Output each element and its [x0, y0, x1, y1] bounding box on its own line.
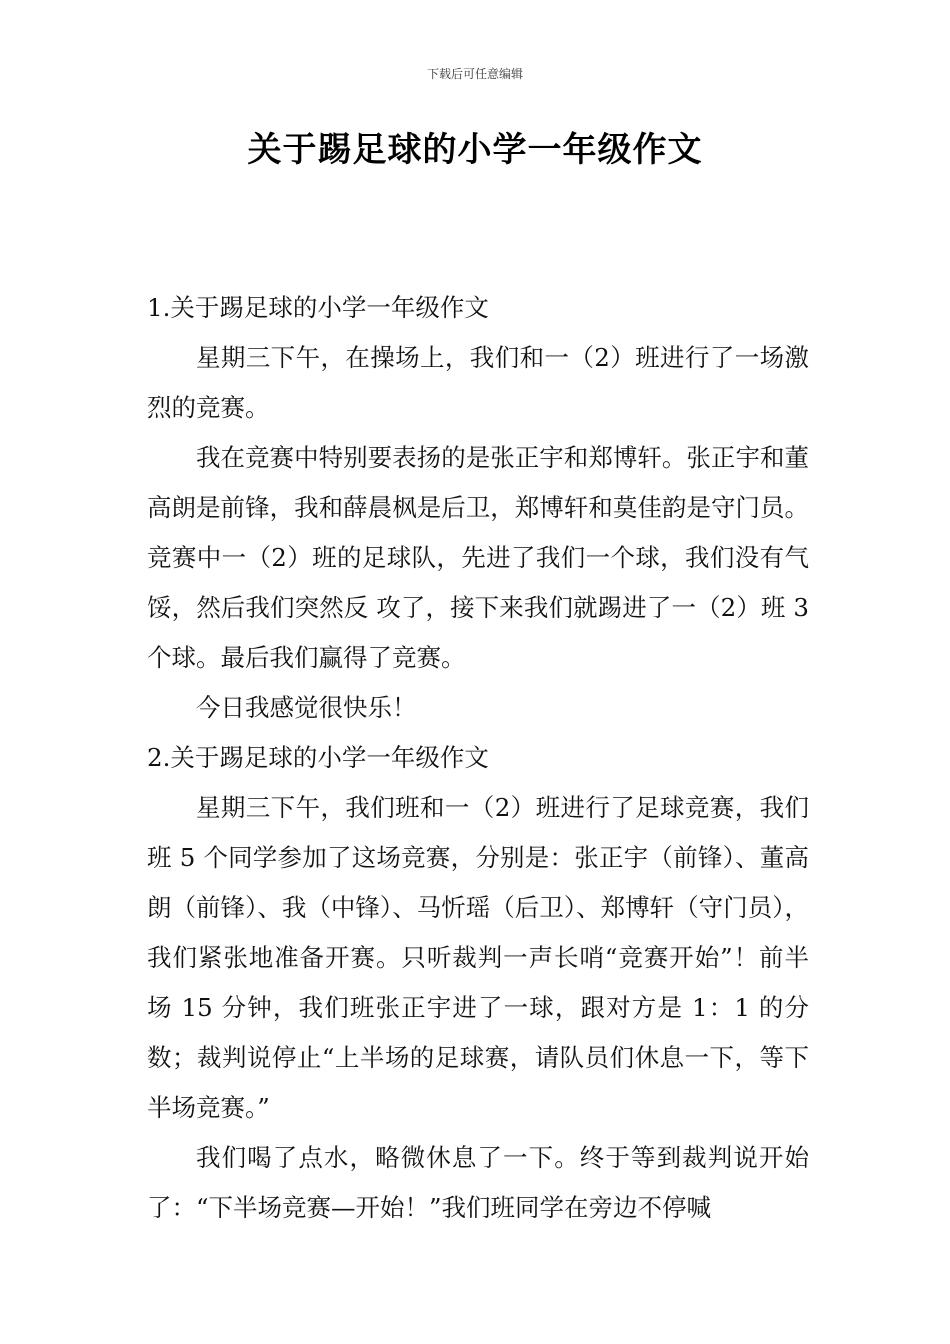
document-body	[147, 283, 809, 1233]
document-title: 关于踢足球的小学一年级作文	[247, 130, 703, 170]
section-2-paragraph-2: 我们喝了点水，略微休息了一下。终于等到裁判说开始了：“下半场竞赛—开始！”我们班同学在旁边不停喊	[147, 1143, 809, 1222]
section-1-paragraph-1: 星期三下午，在操场上，我们和一（2）班进行了一场激烈的竞赛。	[147, 343, 809, 422]
section-2-paragraph-1: 星期三下午，我们班和一（2）班进行了足球竞赛，我们班 5 个同学参加了这场竞赛，分别是：张正宇（前锋）、董高朗（前锋）、我（中锋）、马忻瑶（后卫）、郑博轩（守门员），我们紧张地准备开赛。只听裁判一声长哨“竞赛开始”！前半场 15 分钟，我们班张正宇进了一球，跟对方是 1：1 的分数；裁判说停止“上半场的足球赛，请队员们休息一下，等下半场竞赛。”	[147, 793, 809, 1122]
section-1-paragraph-3: 今日我感觉很快乐！	[196, 693, 417, 722]
header-note: 下载后可任意编辑	[426, 67, 523, 81]
section-2-heading: 2.关于踢足球的小学一年级作文	[147, 743, 489, 772]
section-1-heading: 1.关于踢足球的小学一年级作文	[147, 293, 489, 322]
section-1-paragraph-2: 我在竞赛中特别要表扬的是张正宇和郑博轩。张正宇和董高朗是前锋，我和薛晨枫是后卫，郑博轩和莫佳韵是守门员。竞赛中一（2）班的足球队，先进了我们一个球，我们没有气馁，然后我们突然反 攻了，接下来我们就踢进了一（2）班 3 个球。最后我们赢得了竞赛。	[147, 443, 809, 672]
